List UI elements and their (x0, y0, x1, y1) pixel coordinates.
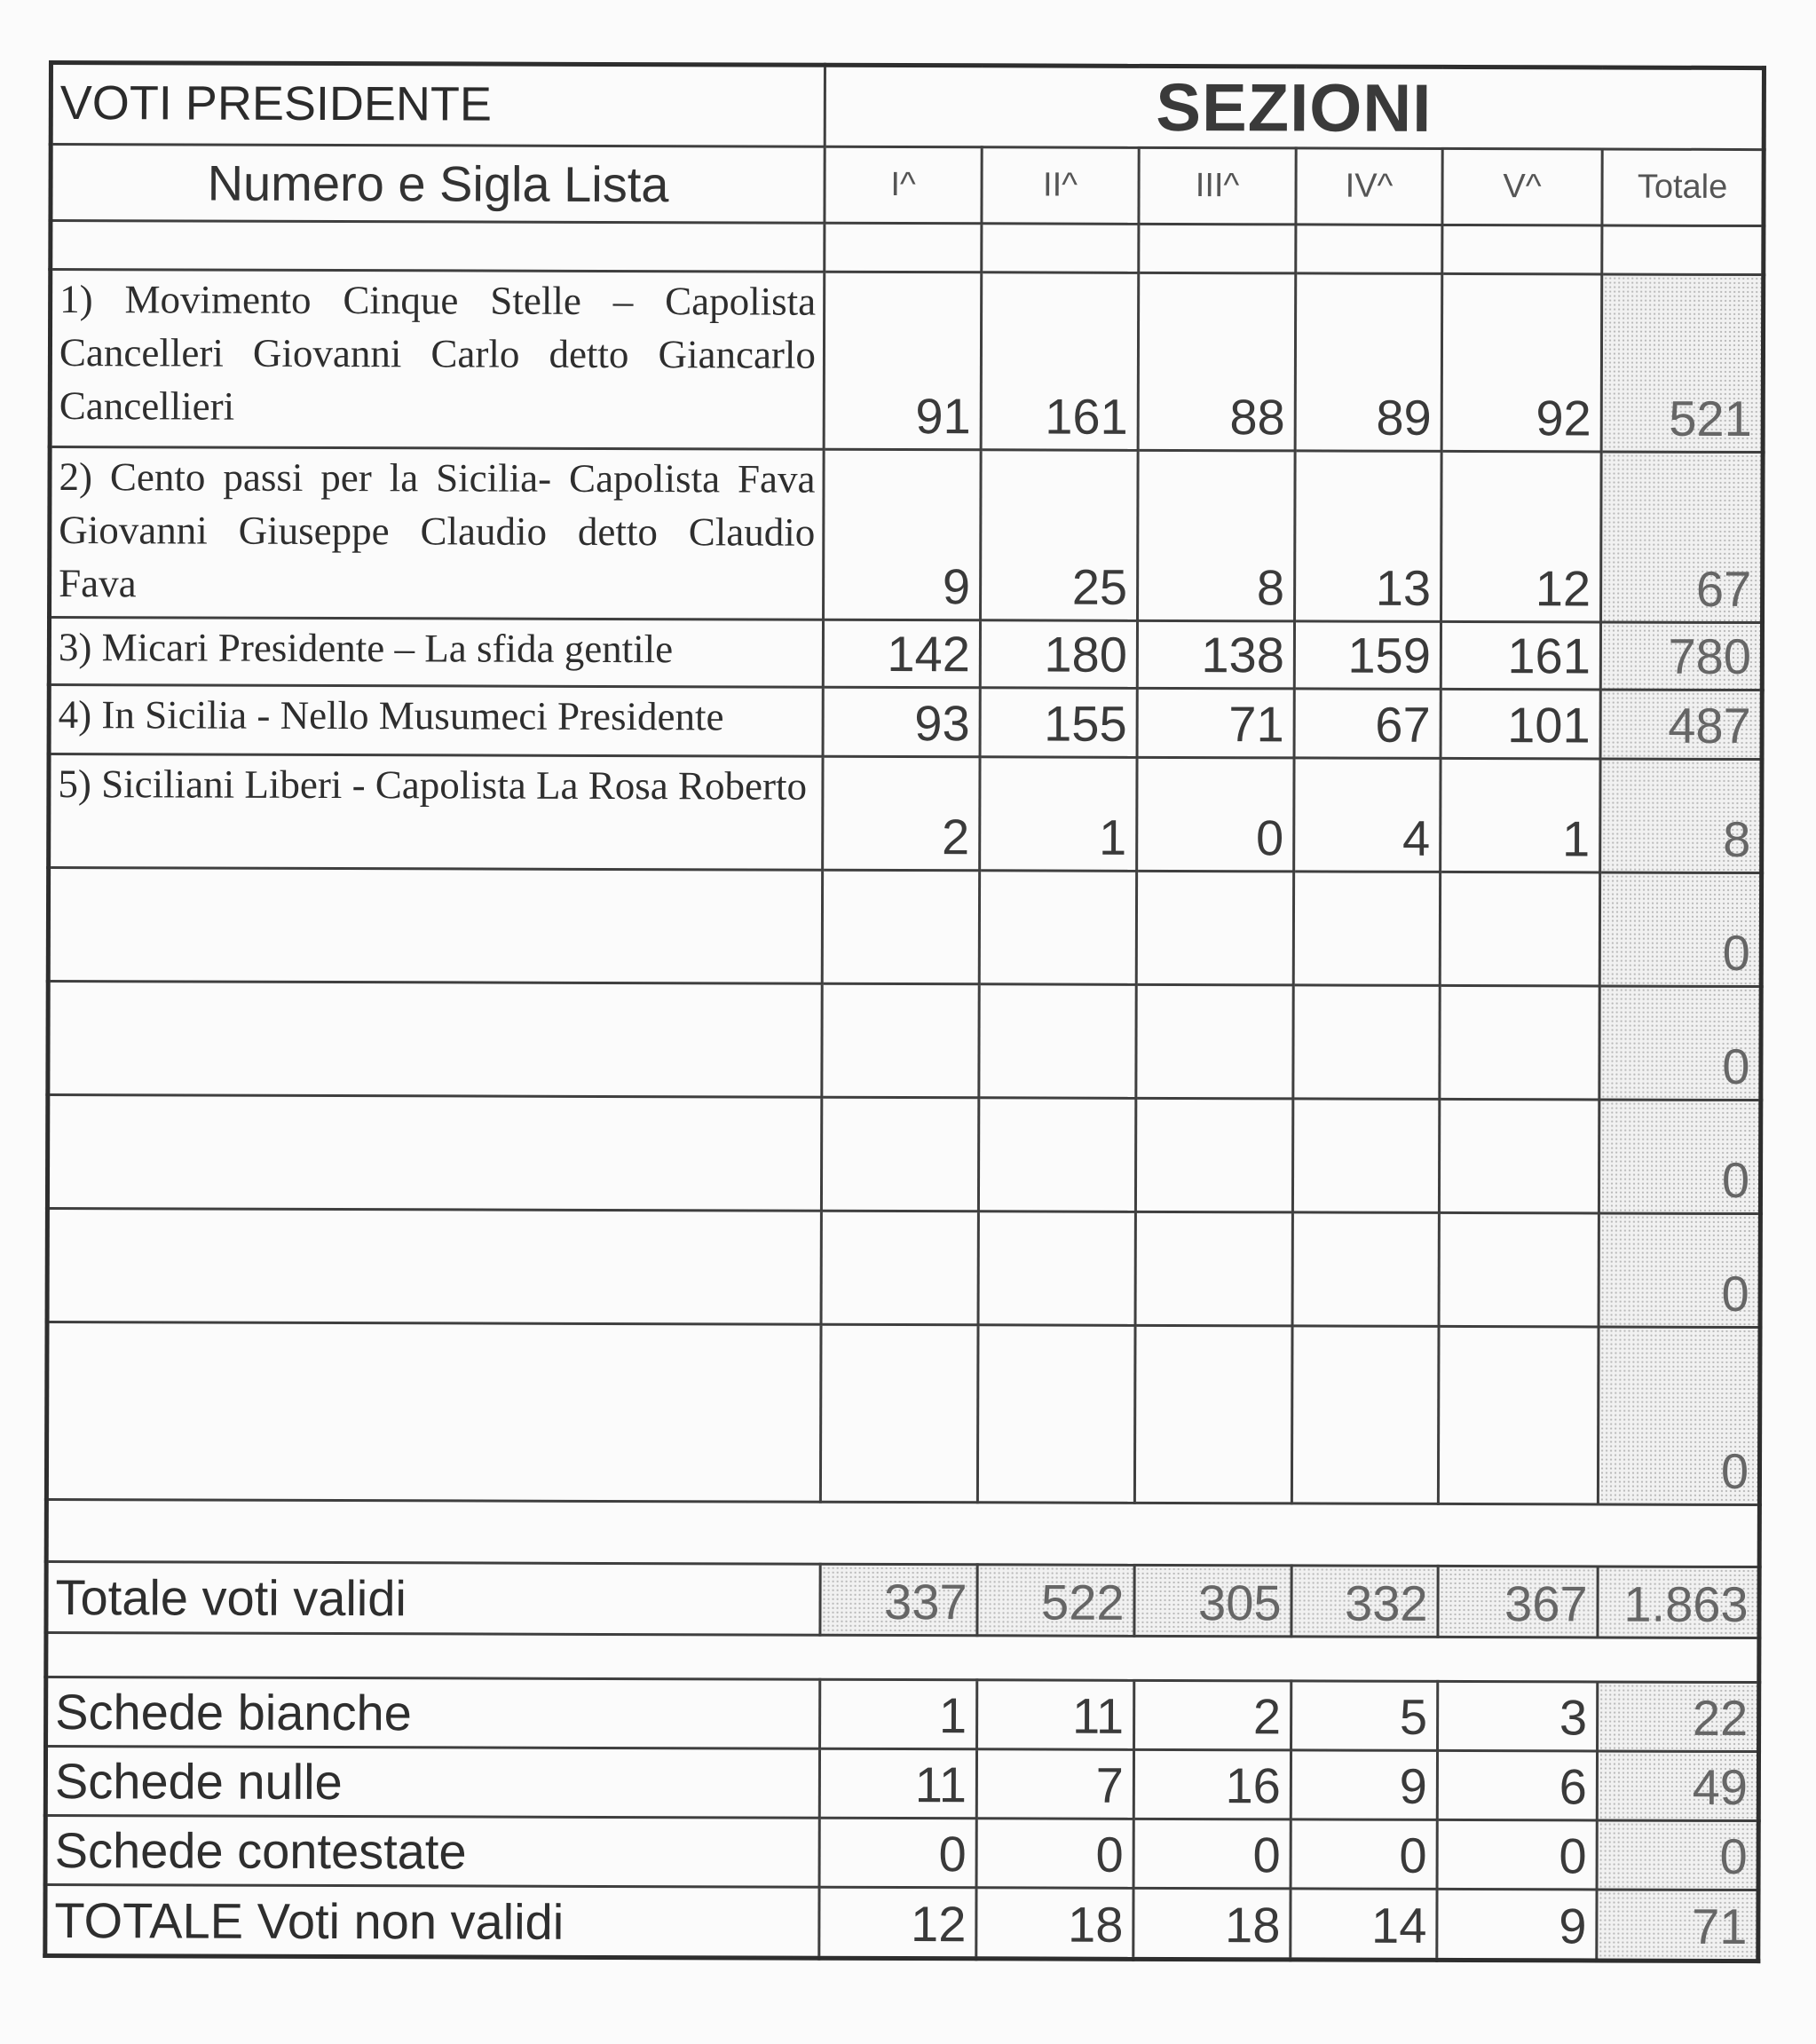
total-cell: 0 (1598, 1327, 1760, 1505)
vote-cell: 91 (824, 272, 982, 450)
empty-cell (1136, 984, 1293, 1099)
list-name: 3) Micari Presidente – La sfida gentile (49, 618, 823, 688)
invalid-cell: 0 (1291, 1819, 1437, 1890)
empty-cell (820, 1324, 978, 1503)
vote-cell: 13 (1295, 451, 1442, 622)
empty-cell (978, 1098, 1135, 1212)
voti-presidente-title: VOTI PRESIDENTE (51, 63, 825, 147)
vote-cell: 155 (980, 688, 1137, 758)
total-cell: 0 (1599, 872, 1761, 987)
invalid-cell: 18 (976, 1888, 1133, 1960)
empty-cell (48, 868, 822, 984)
empty-cell (47, 1095, 821, 1211)
column-header-row (51, 145, 1764, 226)
invalid-cell: 3 (1438, 1681, 1598, 1751)
list-row-4 (49, 685, 1762, 760)
invalid-cell: 2 (1134, 1680, 1291, 1750)
empty-row (47, 1209, 1760, 1328)
list-row-5 (49, 754, 1762, 873)
vote-cell: 1 (980, 757, 1137, 872)
total-cell: 22 (1598, 1682, 1759, 1752)
spacer-cell (982, 224, 1139, 273)
vote-cell: 92 (1441, 273, 1602, 452)
gap-row (46, 1632, 1759, 1682)
vote-cell: 159 (1294, 621, 1441, 690)
invalid-cell: 16 (1133, 1749, 1291, 1819)
total-cell: 8 (1600, 759, 1762, 873)
gap-cell (46, 1499, 1759, 1567)
total-cell: 67 (1601, 452, 1764, 623)
empty-row (48, 868, 1761, 987)
empty-row (48, 982, 1761, 1101)
spacer-cell (1139, 224, 1296, 273)
vote-cell: 8 (1138, 450, 1296, 621)
col-header-3: III^ (1139, 147, 1296, 225)
vote-cell: 9 (824, 449, 982, 620)
col-header-5: V^ (1442, 148, 1602, 225)
vote-cell: 2 (823, 756, 980, 871)
empty-cell (1439, 1212, 1599, 1327)
spacer-row (51, 221, 1764, 275)
totale-validi-label: Totale voti validi (46, 1561, 820, 1635)
spacer-cell (1442, 225, 1602, 274)
vote-cell: 161 (981, 272, 1139, 451)
title-row (51, 63, 1764, 150)
invalid-cell: 0 (976, 1819, 1133, 1889)
invalid-label: TOTALE Voti non validi (45, 1884, 819, 1958)
invalid-cell: 5 (1291, 1681, 1438, 1751)
list-row-1 (50, 270, 1764, 453)
vote-cell: 25 (981, 450, 1139, 621)
col-header-2: II^ (982, 147, 1139, 225)
empty-cell (1440, 872, 1599, 986)
empty-cell (979, 984, 1136, 1099)
total-cell: 780 (1600, 622, 1762, 691)
total-cell: 49 (1597, 1751, 1758, 1821)
vote-cell: 180 (980, 620, 1137, 689)
total-cell: 0 (1599, 986, 1761, 1101)
vote-cell: 12 (1441, 451, 1602, 622)
empty-cell (1135, 1211, 1292, 1326)
invalid-cell: 0 (1133, 1819, 1291, 1889)
vote-cell: 89 (1295, 273, 1442, 452)
total-valid-cell: 337 (820, 1564, 977, 1636)
total-cell: 521 (1601, 274, 1764, 453)
invalid-cell: 0 (819, 1818, 976, 1888)
vote-cell: 71 (1137, 688, 1294, 758)
empty-cell (1293, 985, 1440, 1100)
col-header-1: I^ (825, 146, 982, 224)
empty-cell (1438, 1326, 1599, 1504)
total-cell: 71 (1597, 1890, 1758, 1961)
spacer-cell (825, 223, 982, 272)
vote-cell: 142 (823, 620, 980, 688)
spacer-cell (51, 221, 825, 272)
col-header-totale: Totale (1602, 149, 1764, 226)
empty-cell (47, 1209, 821, 1325)
total-valid-cell: 522 (977, 1565, 1134, 1637)
total-cell: 487 (1600, 690, 1762, 760)
empty-cell (1292, 1099, 1439, 1213)
invalid-cell: 6 (1437, 1750, 1597, 1820)
empty-row (46, 1322, 1760, 1505)
col-header-4: IV^ (1296, 148, 1442, 225)
invalid-cell: 1 (820, 1679, 977, 1749)
empty-cell (821, 1211, 978, 1325)
invalid-label: Schede contestate (45, 1815, 819, 1887)
invalid-cell: 9 (1291, 1750, 1437, 1820)
total-cell: 0 (1599, 1100, 1760, 1214)
empty-cell (822, 870, 979, 984)
empty-cell (1134, 1325, 1292, 1503)
totale-validi-row (46, 1561, 1759, 1638)
invalid-row-bianche (46, 1677, 1759, 1751)
vote-cell: 161 (1441, 621, 1600, 690)
vote-cell: 67 (1294, 689, 1441, 759)
invalid-cell: 18 (1133, 1888, 1291, 1960)
empty-cell (1135, 1098, 1292, 1212)
invalid-row-contestate (45, 1815, 1758, 1890)
vote-cell: 138 (1137, 620, 1294, 689)
empty-cell (1440, 985, 1599, 1100)
vote-sheet (43, 60, 1762, 1965)
gap-cell (46, 1632, 1759, 1682)
total-valid-cell: 332 (1291, 1566, 1438, 1638)
list-name: 4) In Sicilia - Nello Musumeci Presidente (49, 685, 823, 757)
spacer-cell (1296, 225, 1442, 274)
total-cell: 0 (1597, 1820, 1758, 1890)
empty-cell (979, 871, 1136, 985)
invalid-row-nulle (45, 1746, 1758, 1820)
empty-cell (1291, 1326, 1439, 1504)
sezioni-title: SEZIONI (825, 65, 1764, 149)
vote-table (43, 60, 1766, 1963)
invalid-cell: 11 (819, 1748, 976, 1819)
invalid-cell: 11 (977, 1680, 1134, 1750)
total-cell: 0 (1599, 1213, 1760, 1328)
empty-cell (978, 1211, 1135, 1326)
empty-cell (821, 1097, 978, 1211)
empty-cell (1292, 1212, 1439, 1327)
invalid-row-totale (45, 1884, 1758, 1961)
spacer-cell (1602, 225, 1764, 275)
gap-row (46, 1499, 1759, 1567)
grand-total-cell: 1.863 (1598, 1567, 1759, 1638)
empty-cell (1136, 871, 1293, 985)
vote-cell: 0 (1137, 757, 1294, 872)
list-row-3 (49, 618, 1762, 691)
invalid-cell: 9 (1437, 1889, 1597, 1961)
list-row-2 (50, 447, 1764, 623)
vote-cell: 1 (1441, 758, 1600, 872)
list-name: 5) Siciliani Liberi - Capolista La Rosa Roberto (49, 754, 823, 871)
empty-cell (46, 1322, 821, 1503)
invalid-cell: 0 (1437, 1819, 1597, 1890)
empty-cell (48, 982, 822, 1098)
empty-row (47, 1095, 1760, 1214)
empty-cell (1439, 1099, 1599, 1213)
invalid-label: Schede nulle (45, 1746, 819, 1818)
total-valid-cell: 305 (1134, 1565, 1291, 1637)
list-name: 2) Cento passi per la Sicilia- Capolista Fava Giovanni Giuseppe Claudio detto Claudio Fava (50, 447, 825, 620)
invalid-cell: 7 (976, 1749, 1133, 1819)
list-name: 1) Movimento Cinque Stelle – Capolista Cancelleri Giovanni Carlo detto Giancarlo Cancellieri (50, 270, 825, 450)
invalid-label: Schede bianche (46, 1677, 820, 1748)
vote-cell: 101 (1441, 689, 1600, 759)
invalid-cell: 14 (1291, 1889, 1437, 1961)
empty-cell (977, 1325, 1135, 1503)
invalid-cell: 12 (819, 1887, 976, 1959)
empty-cell (822, 983, 979, 1098)
total-valid-cell: 367 (1438, 1566, 1598, 1638)
numero-sigla-header: Numero e Sigla Lista (51, 145, 825, 224)
vote-cell: 4 (1294, 758, 1441, 872)
empty-cell (1293, 872, 1440, 986)
vote-cell: 88 (1138, 272, 1296, 451)
vote-cell: 93 (823, 687, 980, 757)
